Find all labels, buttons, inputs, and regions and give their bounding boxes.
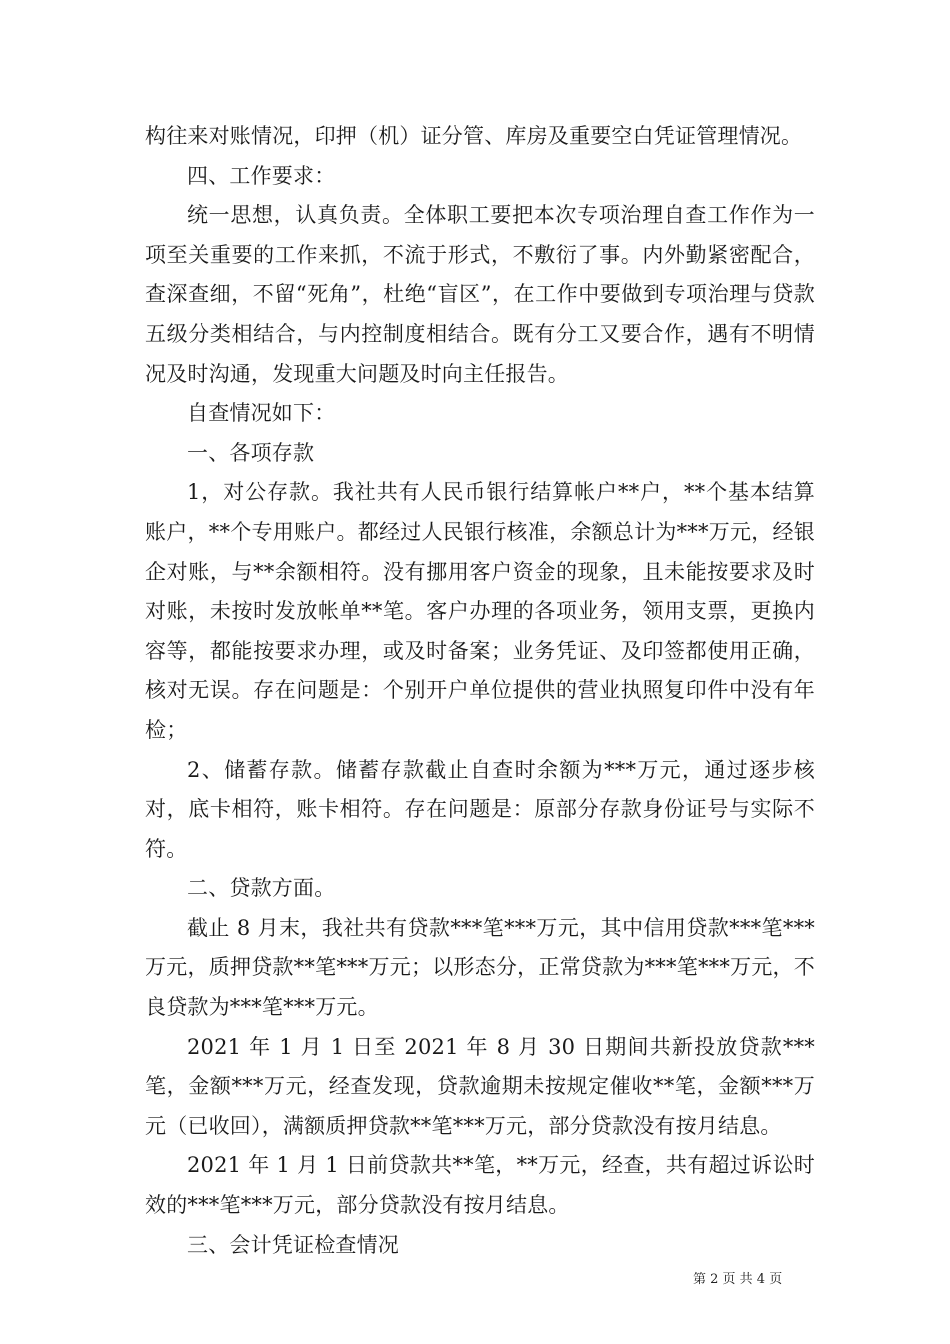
paragraph-loans-summary: 截止 8 月末，我社共有贷款***笔***万元，其中信用贷款***笔***万元，质押贷款**笔***万元；以形态分，正常贷款为***笔***万元，不良贷款为***笔***万元。 — [145, 915, 815, 1020]
section-heading-loans: 二、贷款方面。 — [187, 876, 336, 901]
section-heading-work-requirements: 四、工作要求： — [187, 163, 336, 188]
page-number: 第 2 页 共 4 页 — [693, 1272, 783, 1287]
paragraph-loans-before-2021: 2021 年 1 月 1 日前贷款共**笔，**万元，经查，共有超过诉讼时效的***笔***万元，部分贷款没有按月结息。 — [145, 1153, 815, 1218]
paragraph-savings-deposits: 2、储蓄存款。储蓄存款截止自查时余额为***万元，通过逐步核对，底卡相符，账卡相符。存在问题是：原部分存款身份证号与实际不符。 — [145, 757, 815, 861]
paragraph-work-requirements: 统一思想，认真负责。全体职工要把本次专项治理自查工作作为一项至关重要的工作来抓，不流于形式，不敷衍了事。内外勤紧密配合，查深查细，不留“死角”，杜绝“盲区”，在工作中要做到专项治理与贷款五级分类相结合，与内控制度相结合。既有分工又要合作，遇有不明情况及时沟通，发现重大问题及时向主任报告。 — [145, 203, 815, 386]
paragraph-self-check-intro: 自查情况如下： — [187, 401, 336, 426]
section-heading-accounting-vouchers: 三、会计凭证检查情况 — [187, 1232, 399, 1257]
document-body — [145, 117, 815, 1265]
paragraph-corporate-deposits: 1，对公存款。我社共有人民币银行结算帐户**户，**个基本结算账户，**个专用账户。都经过人民银行核准，余额总计为***万元，经银企对账，与**余额相符。没有挪用客户资金的现象，且未能按要求及时对账，未按时发放帐单**笔。客户办理的各项业务，领用支票，更换内容等，都能按要求办理，或及时备案；业务凭证、及印签都使用正确，核对无误。存在问题是：个别开户单位提供的营业执照复印件中没有年检； — [145, 480, 815, 742]
paragraph-continuation: 构往来对账情况，印押（机）证分管、库房及重要空白凭证管理情况。 — [145, 124, 803, 148]
paragraph-loans-2021: 2021 年 1 月 1 日至 2021 年 8 月 30 日期间共新投放贷款***笔，金额***万元，经查发现，贷款逾期未按规定催收**笔，金额***万元（已收回），满额质押贷款**笔***万元，部分贷款没有按月结息。 — [145, 1034, 815, 1138]
section-heading-deposits: 一、各项存款 — [187, 440, 315, 465]
